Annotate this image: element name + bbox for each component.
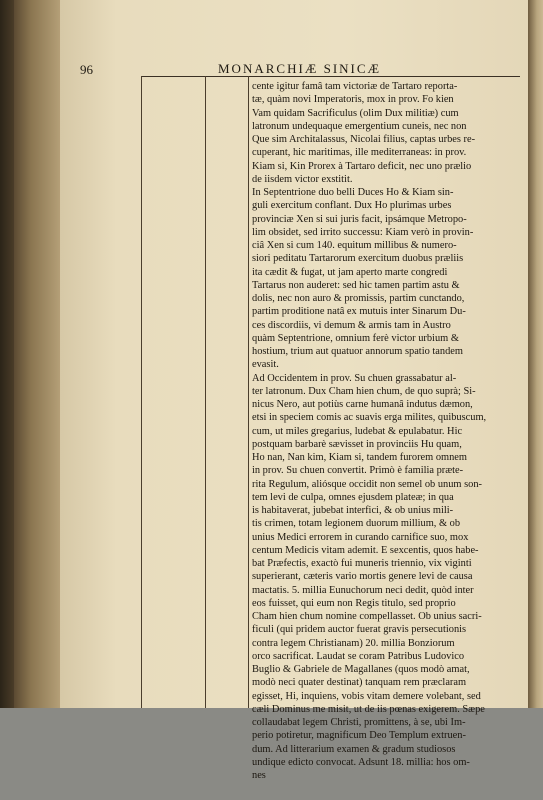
body-text-line: postquam barbarè sævisset in provinciis Hu quam, — [252, 438, 462, 450]
body-text-line: nes — [252, 770, 266, 781]
body-text-line: ces discordiis, vi demum & armis tam in Austro — [252, 319, 451, 331]
header-rule — [142, 76, 520, 77]
body-text-line: dum. Ad litterarium examen & gradum studiosos — [252, 743, 456, 755]
body-text-line: Ad Occidentem in prov. Su chuen grassabatur al- — [252, 372, 457, 384]
body-text-line: is habitaverat, jubebat interfici, & ob unius mili- — [252, 505, 454, 516]
body-text-line: ita cædit & fugat, ut jam aperto marte congredi — [252, 266, 448, 278]
body-text-line: cum, ut miles gregarius, ludebat & epulabatur. Hic — [252, 425, 463, 437]
body-text-line: partim proditione natâ ex mutuis inter Sinarum Du- — [252, 306, 466, 318]
margin-rule-outer — [141, 76, 142, 708]
body-text-line: ter latronum. Dux Cham hien chum, de quo suprà; Si- — [252, 385, 476, 397]
body-text-line: cuperant, hic maritimas, ille mediterraneas: in prov. — [252, 147, 467, 159]
body-text-line: latronum undequaque emergentium cuneis, nec non — [252, 120, 467, 132]
body-text-line: provinciæ Xen si sui juris facit, ipsámque Metropo- — [252, 213, 467, 225]
body-text-line: tæ, quàm novi Imperatoris, mox in prov. Fo kien — [252, 94, 454, 106]
body-text-line: cæli Dominus me misit, ut de iis pœnas exigerem. Sæpe — [252, 703, 485, 715]
body-text-line: bat Præfectis, exactò fui muneris triennio, vix viginti — [252, 558, 472, 569]
body-text-line: rita Regulum, aliósque occidit non semel ob unum son- — [252, 478, 482, 490]
body-text-line: Tartarus non auderet: sed hic tamen partim astu & — [252, 279, 460, 291]
body-text-line: Buglio & Gabriele de Magallanes (quos modò amat, — [252, 664, 470, 675]
margin-rule-inner — [248, 76, 249, 708]
body-text-line: Que sim Architalassus, Nicolai filius, captas urbes re- — [252, 134, 476, 145]
facing-page-edge — [528, 0, 543, 708]
body-text-line: eos fuisset, qui eum non Regis titulo, sed proprio — [252, 597, 456, 609]
body-text-line: guli exercitum conflant. Dux Ho plurimas urbes — [252, 200, 452, 212]
body-text-line: Kiam si, Kin Prorex à Tartaro deficit, nec uno prælio — [252, 160, 472, 172]
body-text-line: In Septentrione duo belli Duces Ho & Kiam sin- — [252, 187, 454, 198]
body-text-line: de iisdem victor exstitit. — [252, 173, 353, 185]
body-text-line: ciâ Xen si cum 140. equitum millibus & numero- — [252, 240, 457, 251]
body-text-line: tem levi de culpa, omnes ejusdem plateæ; in qua — [252, 491, 454, 503]
body-text-line: quàm Septentrione, omnium ferè victor urbium & — [252, 332, 459, 344]
body-text-line: orco sacrificat. Laudat se coram Patribus Ludovico — [252, 650, 465, 662]
body-text-line: Vam quidam Sacrificulus (olim Dux militiæ) cum — [252, 107, 459, 119]
margin-rule-middle — [205, 76, 206, 708]
body-text-line: contra legem Christianam) 20. millia Bonziorum — [252, 637, 455, 649]
body-text-line: collaudabat legem Christi, promittens, à se, ubi Im- — [252, 717, 466, 728]
running-title: MONARCHIÆ SINICÆ — [218, 61, 382, 76]
body-text-line: modò neci quater destinat) tanquam rem præclaram — [252, 677, 467, 689]
body-text-column — [252, 80, 520, 782]
body-text-line: lim obsidet, sed irrito successu: Kiam verò in provin- — [252, 226, 474, 238]
body-text-line: dolis, nec non auro & promissis, partim cunctando, — [252, 293, 465, 304]
body-text-line: nicus Nero, aut potiùs carne humanâ indutus dæmon, — [252, 399, 473, 410]
body-text-line: tis crimen, totam legionem duorum millium, & ob — [252, 518, 461, 530]
body-text-line: hostium, trium aut quatuor annorum spatio tandem — [252, 346, 463, 357]
book-cover-edge — [0, 0, 14, 708]
page-number: 96 — [80, 62, 93, 77]
body-text-line: etsi in speciem comis ac suavis erga milites, quibuscum, — [252, 412, 487, 424]
body-text-line: superierant, cæteris vario mortis genere levi de causa — [252, 571, 473, 583]
body-text-line: cente igitur famâ tam victoriæ de Tartaro reporta- — [252, 81, 458, 92]
body-text-line: perio potiretur, magnificum Deo Templum extruen- — [252, 730, 466, 742]
book-binding-gutter — [14, 0, 62, 708]
body-text-line: ficuli (qui pridem auctor fuerat gravis persecutionis — [252, 624, 467, 636]
body-text-line: unius Medici errorem in curando carnifice suo, mox — [252, 531, 469, 543]
body-text-line: Ho nan, Nan kim, Kiam si, tandem furorem omnem — [252, 452, 467, 463]
body-text-line: evasit. — [252, 359, 279, 371]
body-text-line: mactatis. 5. millia Eunuchorum neci dedit, quòd inter — [252, 584, 474, 596]
body-text-line: in prov. Su chuen convertit. Primò è familia præte- — [252, 465, 464, 477]
body-text-line: egisset, Hi, inquiens, vobis vitam demere volebant, sed — [252, 690, 481, 702]
body-text-line: Cham hien chum nomine compellasset. Ob unius sacri- — [252, 611, 482, 622]
body-text-line: centum Medicis vitam ademit. E sexcentis, quos habe- — [252, 544, 479, 556]
body-text-line: undique edicto convocat. Adsunt 18. millia: hos om- — [252, 756, 470, 768]
body-text-line: siori peditatu Tartarorum exercitum duobus præliis — [252, 253, 464, 265]
